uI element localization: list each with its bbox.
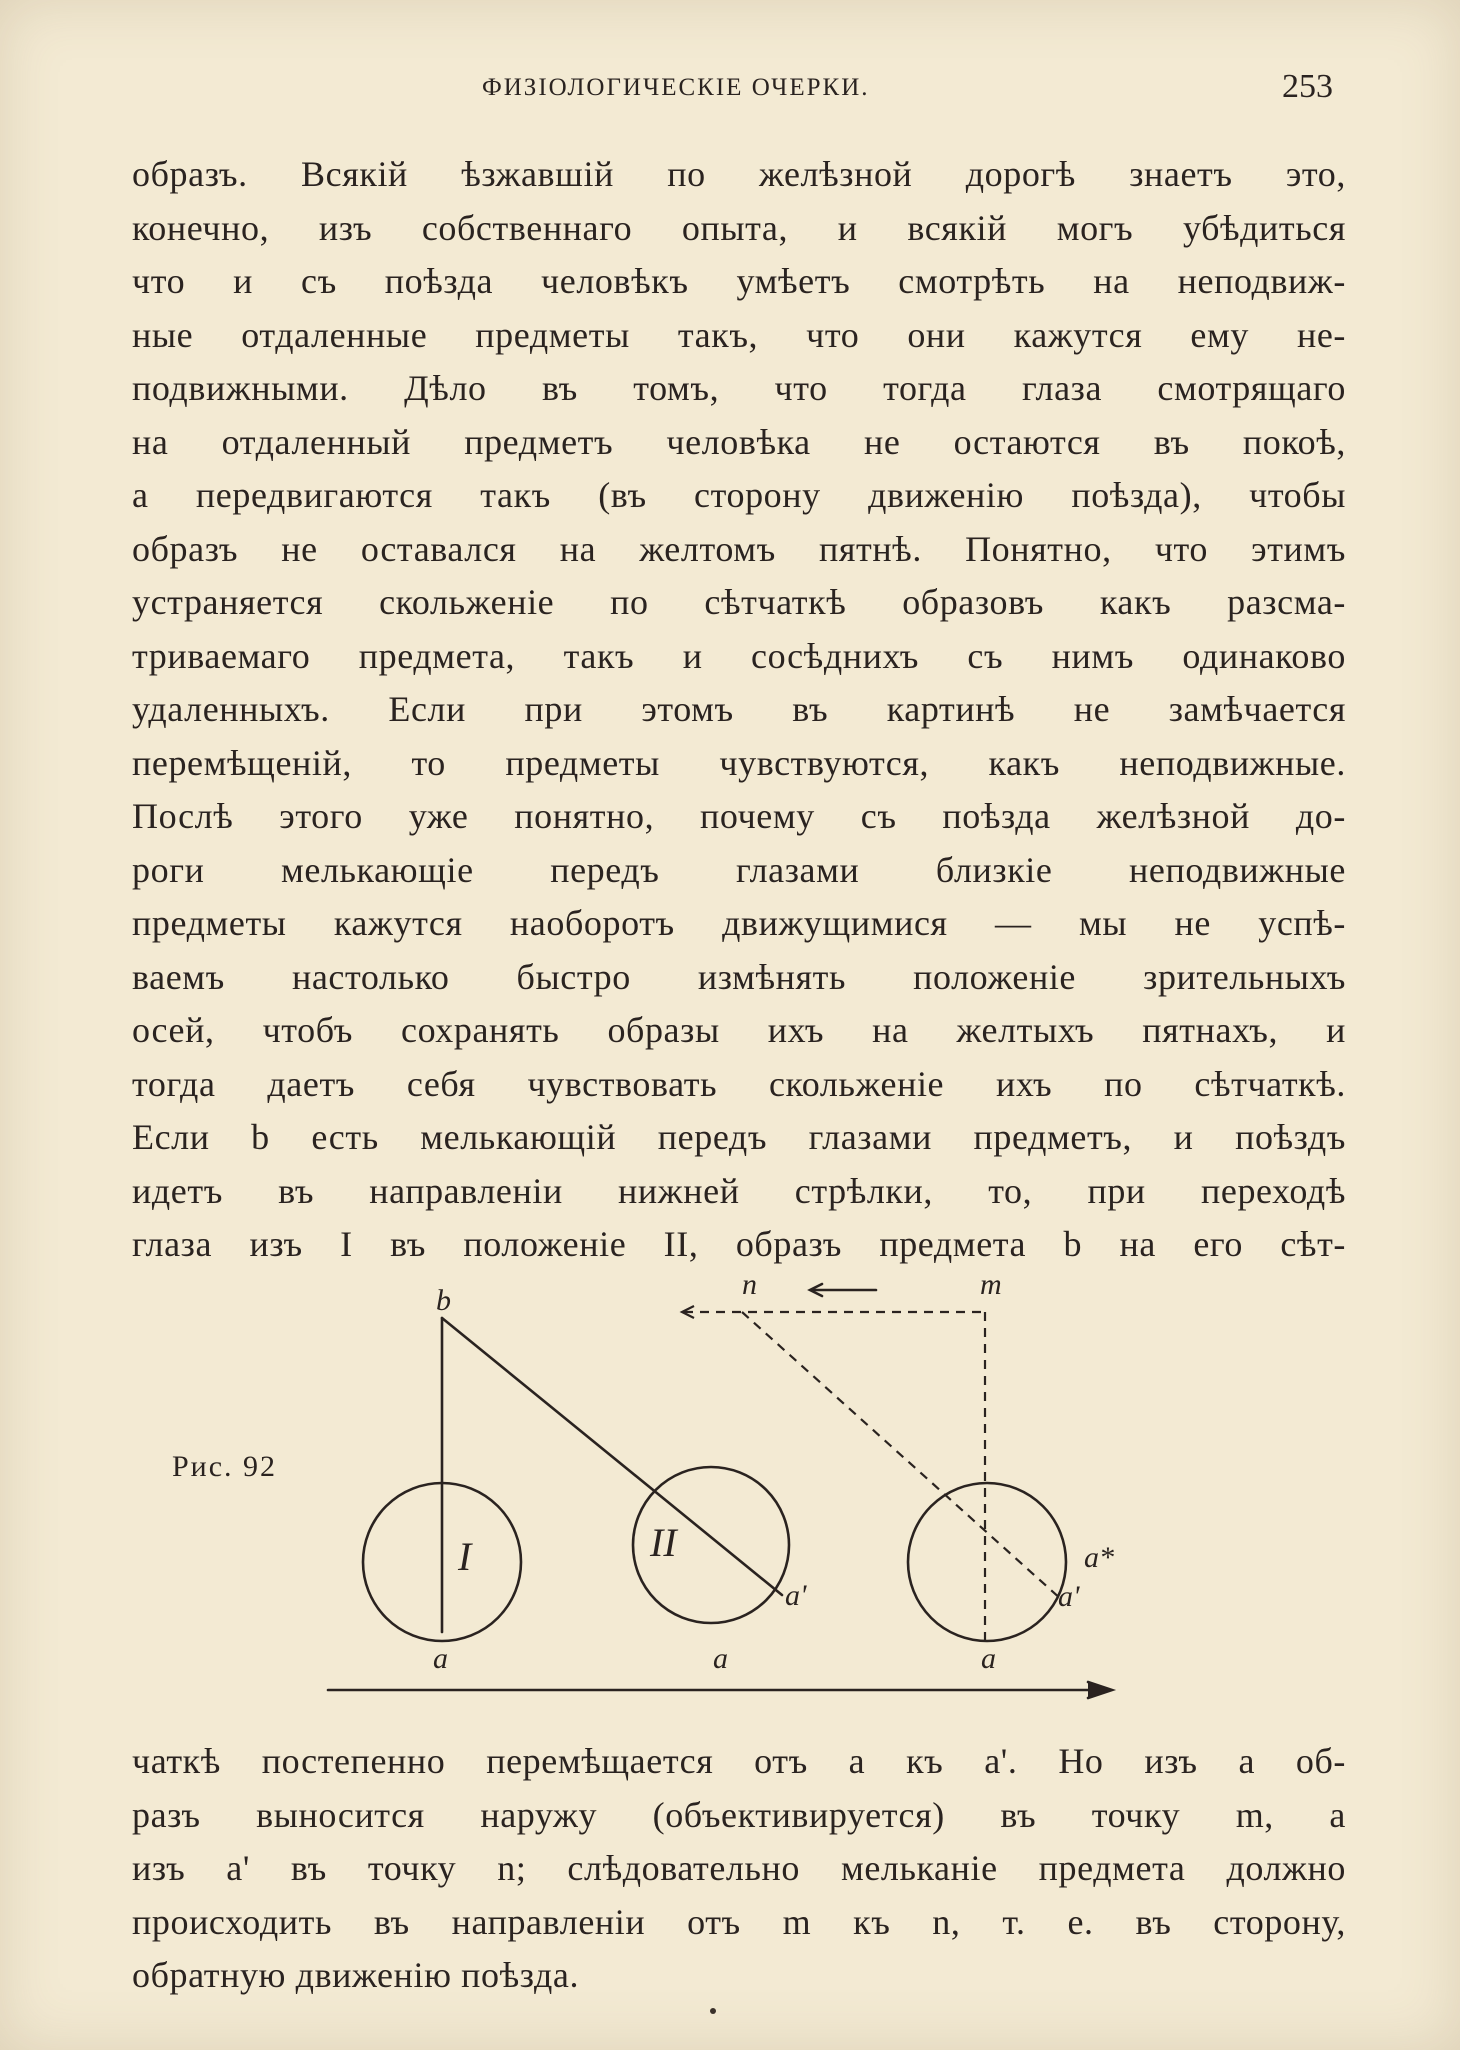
label-a-star: a* [1084, 1541, 1114, 1574]
text-line: а передвигаются такъ (въ сторону движенiю поѣзда), чтобы [132, 475, 1346, 515]
paragraph-bottom [132, 1735, 1346, 2003]
text-line: конечно, изъ собственнаго опыта, и всякiй могъ убѣдиться [132, 207, 1346, 248]
label-n: n [742, 1270, 757, 1301]
label-eye-II: II [650, 1520, 677, 1565]
label-m: m [980, 1270, 1002, 1301]
label-a-prime-eye-II: a' [785, 1579, 807, 1612]
label-b: b [436, 1284, 451, 1317]
text-line: триваемаго предмета, такъ и сосѣднихъ съ нимъ одинаково [132, 635, 1346, 676]
text-line: Если b есть мелькающiй передъ глазами предметъ, и поѣздъ [132, 1117, 1346, 1157]
text-line: что и съ поѣзда человѣкъ умѣетъ смотрѣть на неподвиж- [132, 261, 1346, 301]
line-b-to-a-prime [442, 1318, 782, 1595]
label-a-eye-II: a [713, 1642, 728, 1675]
text-line: образъ не оставался на желтомъ пятнѣ. Понятно, что этимъ [132, 528, 1346, 569]
label-a-prime-eye-III: a' [1058, 1580, 1080, 1613]
eye-III-circle [908, 1483, 1066, 1641]
text-line: устраняется скольженiе по сѣтчаткѣ образовъ какъ разсма- [132, 582, 1346, 622]
page-number: 253 [1282, 68, 1333, 105]
figure-caption: Рис. 92 [172, 1450, 278, 1483]
text-line: ные отдаленные предметы такъ, что они кажутся ему не- [132, 314, 1346, 355]
running-head [0, 68, 1460, 114]
text-line: осей, чтобъ сохранять образы ихъ на желтыхъ пятнахъ, и [132, 1010, 1346, 1050]
text-line: чаткѣ постепенно перемѣщается отъ a къ a'. Но изъ a об- [132, 1741, 1346, 1781]
text-line: происходить въ направленiи отъ m къ n, т. е. въ сторону, [132, 1901, 1346, 1942]
text-line: идетъ въ направленiи нижней стрѣлки, то, при переходѣ [132, 1170, 1346, 1211]
running-title: ФИЗIОЛОГИЧЕСКIЕ ОЧЕРКИ. [482, 74, 870, 101]
text-line: перемѣщенiй, то предметы чувствуются, какъ неподвижные. [132, 742, 1346, 783]
text-line: на отдаленный предметъ человѣка не остаются въ покоѣ, [132, 421, 1346, 462]
print-speck [710, 2008, 716, 2014]
text-line: роги мелькающiе передъ глазами близкiе неподвижные [132, 849, 1346, 890]
text-line: удаленныхъ. Если при этомъ въ картинѣ не замѣчается [132, 689, 1346, 729]
label-eye-I: I [458, 1534, 472, 1579]
figure-92 [0, 1270, 1460, 1720]
paragraph-top [132, 148, 1346, 1272]
text-line: предметы кажутся наоборотъ движущимися — мы не успѣ- [132, 903, 1346, 943]
text-line: Послѣ этого уже понятно, почему съ поѣзда желѣзной до- [132, 796, 1346, 836]
label-a-eye-III: a [981, 1642, 996, 1675]
label-a-eye-I: a [433, 1642, 448, 1675]
dashed-n-diagonal [742, 1312, 1062, 1600]
text-line: обратную движенiю поѣзда. [132, 1955, 580, 1995]
text-line: ваемъ настолько быстро измѣнять положенiе зрительныхъ [132, 956, 1346, 997]
text-line: образъ. Всякiй ѣзжавшiй по желѣзной дорогѣ знаетъ это, [132, 154, 1346, 194]
text-line: глаза изъ I въ положенiе II, образъ предмета b на его сѣт- [132, 1224, 1346, 1264]
text-line: разъ выносится наружу (объективируется) въ точку m, a [132, 1794, 1346, 1835]
text-line: подвижными. Дѣло въ томъ, что тогда глаза смотрящаго [132, 368, 1346, 408]
text-line: изъ a' въ точку n; слѣдовательно мельканiе предмета должно [132, 1848, 1346, 1888]
train-direction-head [1088, 1682, 1112, 1698]
text-line: тогда даетъ себя чувствовать скольженiе ихъ по сѣтчаткѣ. [132, 1063, 1346, 1104]
